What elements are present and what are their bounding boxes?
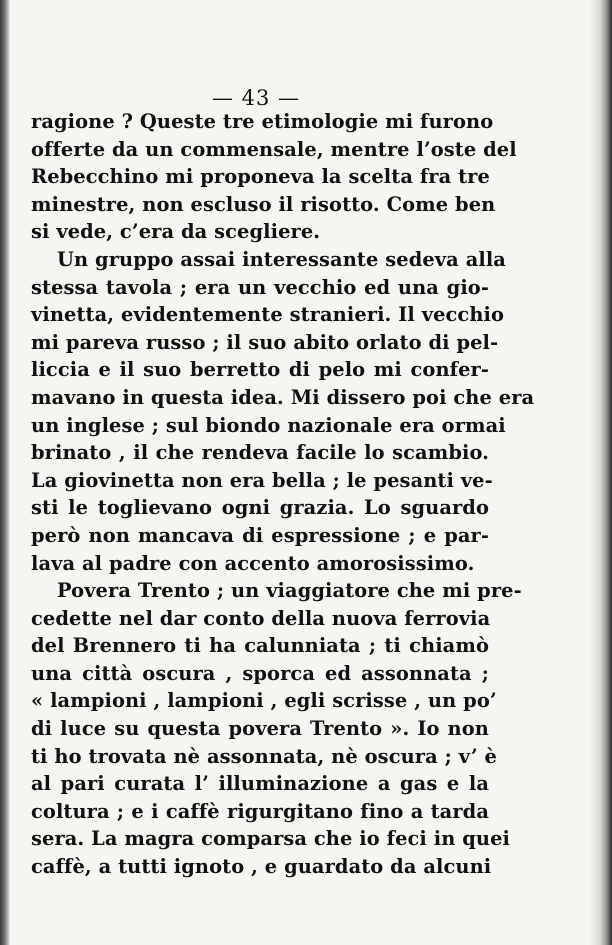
text-line: un inglese ; sul biondo nazionale era ormai	[31, 413, 506, 437]
text-line: coltura ; e i caffè rigurgitano fino a tarda	[31, 799, 489, 823]
text-line: sti le toglievano ogni grazia. Lo sguardo	[31, 496, 489, 520]
text-line: mavano in questa idea. Mi dissero poi che era	[31, 385, 535, 409]
text-line: Rebecchino mi proponeva la scelta fra tre	[31, 165, 490, 189]
body-text	[31, 108, 535, 881]
page-right-edge	[590, 0, 612, 945]
text-line: minestre, non escluso il risotto. Come ben	[31, 192, 496, 216]
text-line: lava al padre con accento amorosissimo.	[31, 551, 475, 575]
text-line: ragione ? Queste tre etimologie mi furono	[31, 110, 494, 133]
text-line: mi pareva russo ; il suo abito orlato di pel-	[31, 330, 499, 354]
text-line: al pari curata l’ illuminazione a gas e la	[31, 772, 489, 796]
text-line: caffè, a tutti ignoto , e guardato da alcuni	[31, 855, 492, 879]
text-line: però non mancava di espressione ; e par-	[31, 523, 489, 547]
text-line: cedette nel dar conto della nuova ferrovia	[31, 606, 491, 630]
text-line: sera. La magra comparsa che io feci in quei	[31, 827, 511, 851]
text-line: ti ho trovata nè assonnata, nè oscura ; v’ è	[31, 744, 497, 768]
text-line: vinetta, evidentemente stranieri. Il vecchio	[31, 303, 505, 327]
text-line: « lampioni , lampioni , egli scrisse , un po’	[31, 689, 497, 713]
text-line: La giovinetta non era bella ; le pesanti ve-	[31, 468, 493, 492]
text-line: offerte da un commensale, mentre l’oste del	[31, 137, 517, 161]
page-number: — 43 —	[211, 86, 301, 110]
text-line: del Brennero ti ha calunniata ; ti chiamò	[31, 634, 489, 658]
text-line: di luce su questa povera Trento ». Io non	[31, 717, 489, 741]
text-line: si vede, c’era da scegliere.	[31, 220, 321, 244]
text-line: Un gruppo assai interessante sedeva alla	[57, 247, 506, 271]
text-line: una città oscura , sporca ed assonnata ;	[31, 661, 489, 685]
text-line: stessa tavola ; era un vecchio ed una gio-	[31, 275, 489, 299]
text-line: brinato , il che rendeva facile lo scambio.	[31, 441, 489, 465]
page-left-edge	[0, 0, 10, 945]
text-line: Povera Trento ; un viaggiatore che mi pre-	[57, 579, 522, 603]
text-line: liccia e il suo berretto di pelo mi confer-	[31, 358, 489, 382]
